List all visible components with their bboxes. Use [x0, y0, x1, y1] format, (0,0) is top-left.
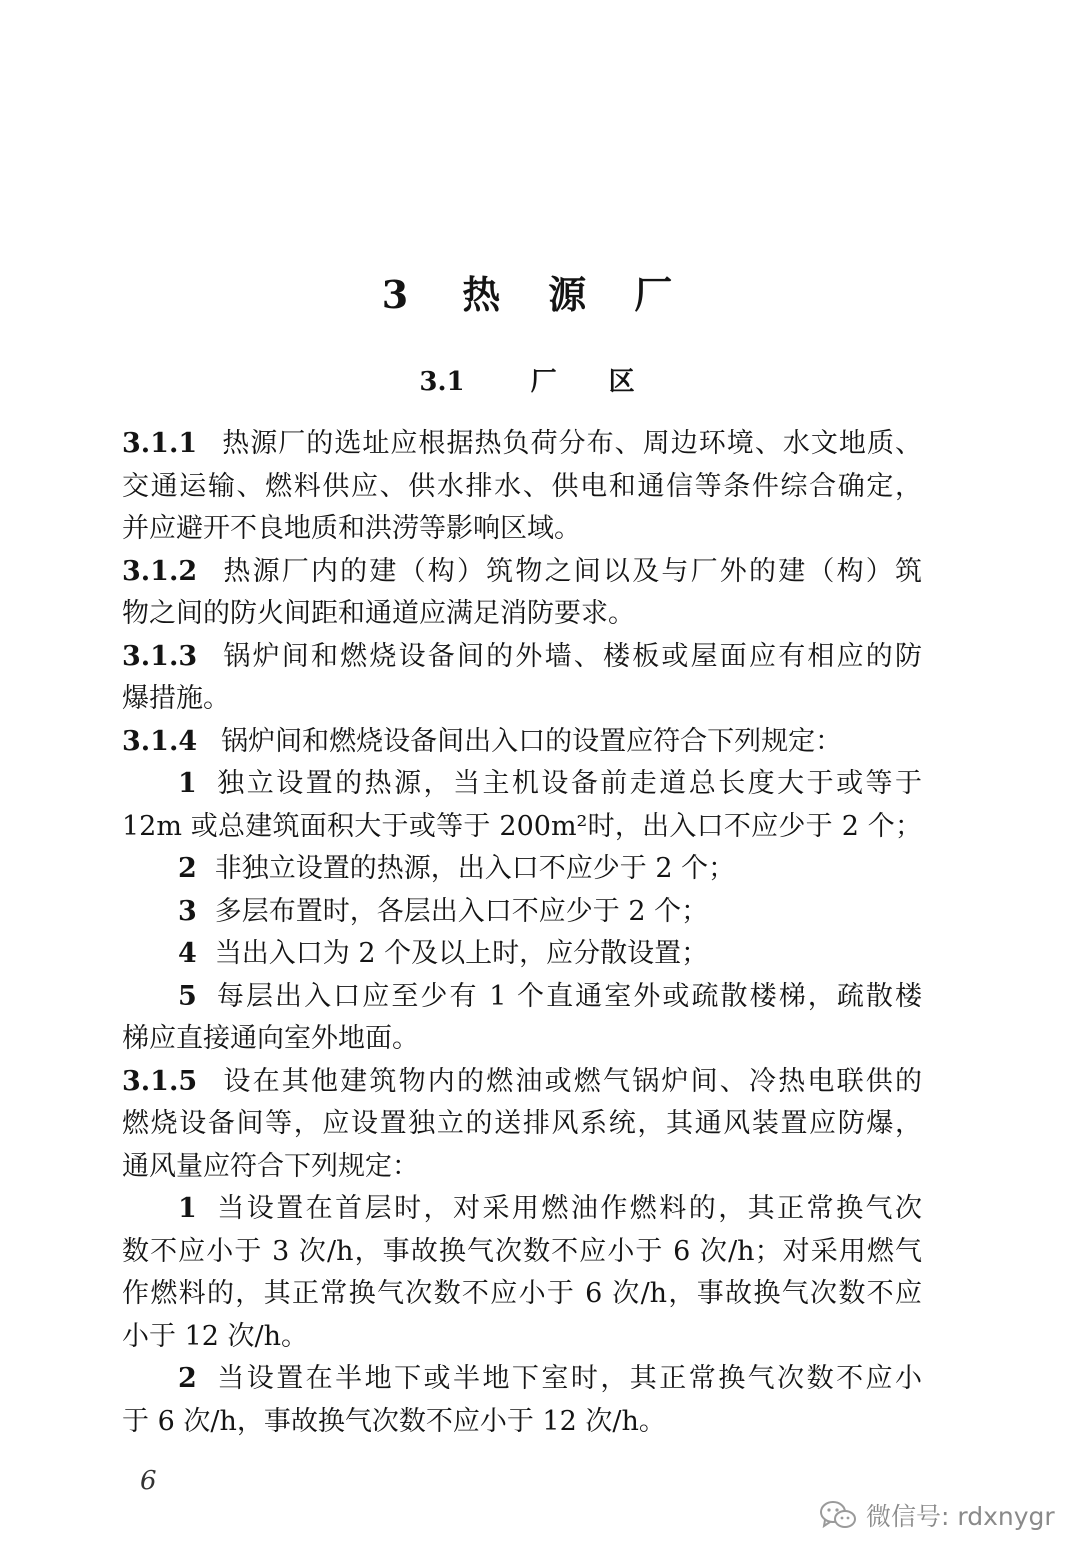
clause-number: 3.1.1	[122, 428, 198, 459]
item-number: 1	[178, 1193, 197, 1224]
clause-first-line	[122, 1061, 922, 1104]
line-text: 热源厂内的建（构）筑物之间以及与厂外的建（构）筑	[221, 555, 922, 587]
line-text: 非独立设置的热源，出入口不应少于 2 个；	[214, 853, 736, 884]
item-number: 2	[178, 853, 197, 884]
clause-first-line	[122, 636, 922, 679]
line-text: 并应避开不良地质和洪涝等影响区域。	[122, 513, 581, 544]
item-number: 1	[178, 768, 197, 799]
line-text: 作燃料的，其正常换气次数不应小于 6 次/h，事故换气次数不应	[122, 1278, 922, 1309]
list-item-first-line	[122, 763, 922, 806]
wechat-watermark	[818, 1497, 1055, 1533]
line-text: 多层布置时，各层出入口不应少于 2 个；	[214, 895, 709, 927]
line-text: 物之间的防火间距和通道应满足消防要求。	[122, 598, 635, 629]
line-text: 交通运输、燃料供应、供水排水、供电和通信等条件综合确定，	[122, 470, 922, 502]
clause-first-line	[122, 423, 922, 466]
chapter-title	[0, 270, 1080, 320]
section-title-char: 区	[608, 367, 635, 397]
line-text: 于 6 次/h，事故换气次数不应小于 12 次/h。	[122, 1405, 666, 1437]
item-number: 4	[178, 938, 197, 969]
chapter-title-char: 厂	[634, 272, 677, 317]
text-line	[122, 1231, 922, 1274]
clause-number: 3.1.2	[122, 555, 198, 587]
clause-number: 3.1.3	[122, 640, 198, 672]
list-item-first-line	[122, 848, 922, 891]
line-text: 锅炉间和燃烧设备间出入口的设置应符合下列规定：	[221, 725, 843, 757]
line-text: 爆措施。	[122, 683, 230, 714]
text-line	[122, 678, 922, 721]
text-line	[122, 1273, 922, 1316]
text-line	[122, 593, 922, 636]
page-number: 6	[140, 1466, 157, 1496]
watermark-text: 微信号: rdxnygr	[866, 1502, 1055, 1531]
line-text: 当设置在半地下或半地下室时，其正常换气次数不应小	[214, 1363, 922, 1394]
line-text: 独立设置的热源，当主机设备前走道总长度大于或等于	[214, 768, 922, 799]
clause-first-line	[122, 721, 922, 764]
text-line	[122, 1316, 922, 1359]
wechat-icon	[818, 1498, 858, 1532]
text-line	[122, 1401, 922, 1444]
list-item-first-line	[122, 891, 922, 934]
text-line	[122, 508, 922, 551]
list-item-first-line	[122, 976, 922, 1019]
section-title-char: 厂	[530, 367, 557, 397]
line-text: 热源厂的选址应根据热负荷分布、周边环境、水文地质、	[221, 428, 922, 459]
text-line	[122, 1018, 922, 1061]
section-number: 3.1	[419, 367, 465, 397]
chapter-title-char: 热	[462, 272, 505, 317]
text-line	[122, 806, 922, 849]
item-number: 5	[178, 980, 197, 1012]
line-text: 设在其他建筑物内的燃油或燃气锅炉间、冷热电联供的	[221, 1065, 922, 1097]
list-item-first-line	[122, 1188, 922, 1231]
line-text: 梯应直接通向室外地面。	[122, 1023, 419, 1054]
line-text: 通风量应符合下列规定：	[122, 1150, 419, 1182]
text-line	[122, 466, 922, 509]
list-item-first-line	[122, 1358, 922, 1401]
line-text: 12m 或总建筑面积大于或等于 200m²时，出入口不应少于 2 个；	[122, 810, 922, 842]
clause-number: 3.1.5	[122, 1065, 198, 1097]
clause-number: 3.1.4	[122, 725, 198, 757]
list-item-first-line	[122, 933, 922, 976]
item-number: 3	[178, 895, 197, 927]
line-text: 当设置在首层时，对采用燃油作燃料的，其正常换气次	[214, 1193, 922, 1224]
clause-first-line	[122, 551, 922, 594]
body-text	[122, 423, 922, 1443]
text-line	[122, 1103, 922, 1146]
line-text: 锅炉间和燃烧设备间的外墙、楼板或屋面应有相应的防	[221, 640, 922, 672]
line-text: 每层出入口应至少有 1 个直通室外或疏散楼梯，疏散楼	[214, 980, 922, 1012]
section-title	[0, 362, 1080, 402]
text-line	[122, 1146, 922, 1189]
line-text: 当出入口为 2 个及以上时，应分散设置；	[214, 938, 709, 969]
item-number: 2	[178, 1363, 197, 1394]
line-text: 数不应小于 3 次/h，事故换气次数不应小于 6 次/h；对采用燃气	[122, 1235, 922, 1267]
chapter-title-char: 源	[548, 272, 591, 317]
line-text: 燃烧设备间等，应设置独立的送排风系统，其通风装置应防爆，	[122, 1108, 922, 1139]
chapter-number: 3	[381, 272, 413, 317]
line-text: 小于 12 次/h。	[122, 1320, 309, 1352]
